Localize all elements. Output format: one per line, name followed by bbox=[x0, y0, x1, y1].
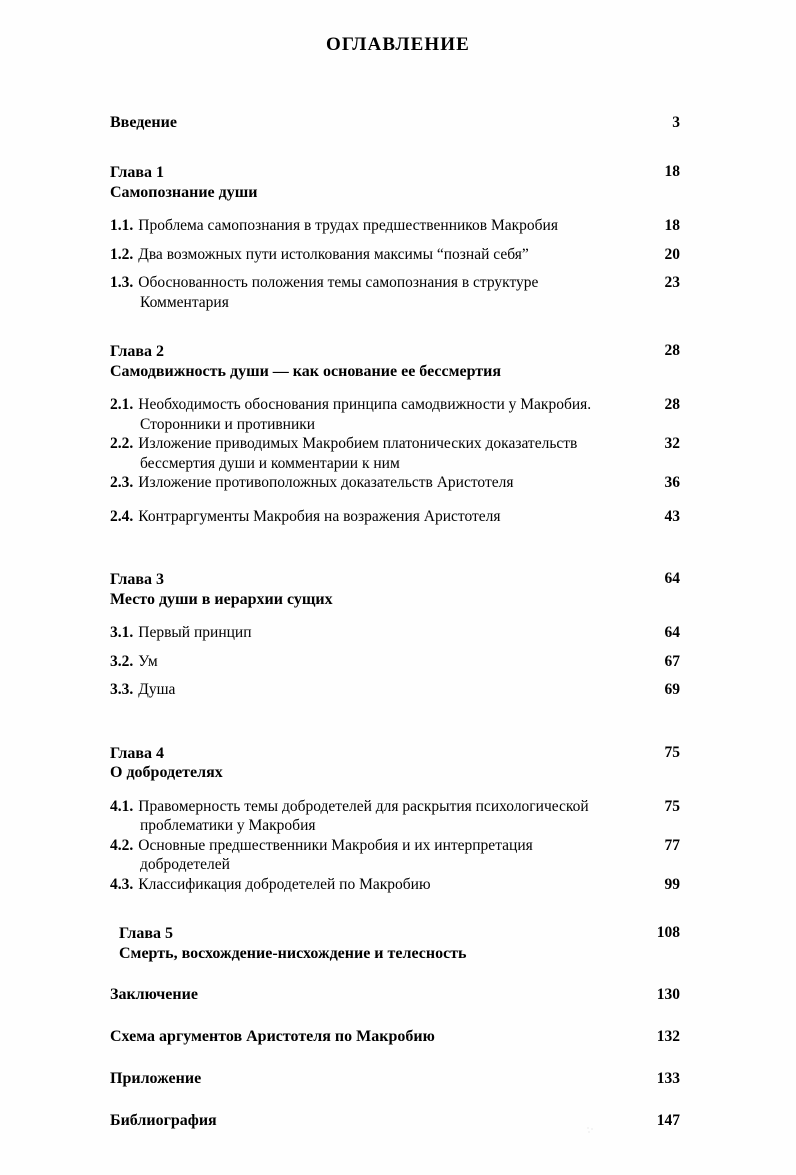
chapter-number: Глава 2 bbox=[110, 343, 164, 361]
section-number: 4.3. bbox=[110, 875, 134, 893]
toc-entry-page: 3 bbox=[672, 114, 680, 131]
chapter-page: 108 bbox=[656, 924, 680, 942]
chapter-number: Глава 1 bbox=[110, 164, 164, 181]
toc-section-3-2[interactable] bbox=[110, 652, 680, 672]
page-title: ОГЛАВЛЕНИЕ bbox=[326, 34, 470, 55]
chapter-heading[interactable] bbox=[110, 570, 680, 590]
spacer bbox=[110, 643, 680, 652]
chapter-number: Глава 4 bbox=[110, 744, 164, 762]
spacer bbox=[110, 609, 680, 623]
section-title: Ум bbox=[138, 652, 158, 670]
section-title: Душа bbox=[138, 681, 176, 699]
toc-entry-label: Библиография bbox=[110, 1112, 217, 1130]
section-title: Обоснованность положения темы самопознания в структуре Комментария bbox=[138, 274, 539, 311]
spacer bbox=[110, 700, 680, 730]
spacer bbox=[110, 1005, 680, 1027]
spacer bbox=[110, 963, 680, 985]
section-title: Изложение приводимых Макробием платонических доказательств бессмертия души и комментарии к ним bbox=[138, 435, 578, 472]
section-page: 36 bbox=[664, 474, 680, 492]
chapter-number: Глава 5 bbox=[119, 925, 173, 943]
toc-entry-page: 147 bbox=[656, 1112, 680, 1130]
spacer bbox=[110, 312, 680, 342]
spacer bbox=[110, 1089, 680, 1111]
section-page: 64 bbox=[664, 624, 680, 642]
toc-section-1-1[interactable] bbox=[110, 216, 680, 236]
toc-section-2-3[interactable] bbox=[110, 473, 680, 493]
spacer bbox=[110, 783, 680, 797]
chapter-page: 18 bbox=[664, 163, 680, 180]
section-page: 18 bbox=[664, 217, 680, 235]
section-number: 2.1. bbox=[110, 396, 134, 414]
spacer bbox=[110, 526, 680, 556]
chapter-heading[interactable] bbox=[110, 163, 680, 183]
section-number: 3.1. bbox=[110, 624, 134, 642]
toc-section-3-1[interactable] bbox=[110, 623, 680, 643]
toc-entry-label: Схема аргументов Аристотеля по Макробию bbox=[110, 1028, 435, 1046]
chapter-heading[interactable] bbox=[110, 744, 680, 764]
toc-chapter-1 bbox=[110, 163, 680, 312]
chapter-subtitle: Смерть, восхождение-нисхождение и телесность bbox=[119, 944, 467, 962]
section-number: 2.2. bbox=[110, 435, 134, 453]
toc-entry-appendix[interactable] bbox=[110, 1069, 680, 1089]
chapter-subtitle: Место души в иерархии сущих bbox=[110, 590, 333, 608]
section-title: Основные предшественники Макробия и их интерпретация добродетелей bbox=[138, 836, 533, 874]
toc-entry-page: 132 bbox=[656, 1028, 680, 1046]
chapter-heading[interactable] bbox=[119, 924, 680, 944]
toc-chapter-3 bbox=[110, 570, 680, 700]
toc-chapter-2 bbox=[110, 342, 680, 526]
spacer bbox=[110, 1047, 680, 1069]
toc-section-2-2[interactable] bbox=[110, 434, 680, 473]
section-title: Изложение противоположных доказательств Аристотеля bbox=[138, 474, 514, 492]
spacer bbox=[110, 730, 680, 744]
section-number: 3.2. bbox=[110, 652, 134, 670]
spacer bbox=[110, 381, 680, 395]
chapter-subtitle: О добродетелях bbox=[110, 764, 223, 782]
section-number: 1.3. bbox=[110, 274, 134, 292]
section-title: Правомерность темы добродетелей для раскрытия психологической проблематики у Макробия bbox=[138, 797, 589, 835]
chapter-page: 28 bbox=[664, 342, 680, 360]
chapter-page: 64 bbox=[664, 570, 680, 588]
toc-entry-label: Введение bbox=[110, 114, 177, 131]
section-number: 4.2. bbox=[110, 836, 134, 854]
toc-section-4-3[interactable] bbox=[110, 875, 680, 895]
toc-section-4-2[interactable] bbox=[110, 836, 680, 875]
spacer bbox=[110, 671, 680, 680]
toc-section-1-3[interactable] bbox=[110, 273, 680, 312]
section-page: 69 bbox=[664, 681, 680, 699]
toc-section-1-2[interactable] bbox=[110, 245, 680, 265]
section-title: Два возможных пути истолкования максимы “познай себя” bbox=[138, 245, 529, 263]
section-page: 43 bbox=[664, 507, 680, 525]
section-page: 75 bbox=[664, 797, 680, 815]
chapter-page: 75 bbox=[664, 743, 680, 761]
section-number: 4.1. bbox=[110, 797, 134, 815]
section-title: Первый принцип bbox=[138, 624, 252, 642]
toc-section-2-4[interactable] bbox=[110, 507, 680, 527]
section-page: 23 bbox=[664, 274, 680, 292]
toc-entry-scheme[interactable] bbox=[110, 1027, 680, 1047]
toc-entry-page: 130 bbox=[656, 986, 680, 1004]
section-number: 1.1. bbox=[110, 217, 134, 235]
section-title: Необходимость обоснования принципа самодвижности у Макробия. Сторонники и противники bbox=[138, 396, 592, 433]
section-page: 20 bbox=[664, 245, 680, 263]
toc-section-2-1[interactable] bbox=[110, 395, 680, 434]
toc-entry-conclusion[interactable] bbox=[110, 985, 680, 1005]
scan-artifact bbox=[586, 1126, 594, 1134]
section-number: 2.4. bbox=[110, 507, 134, 525]
section-title: Проблема самопознания в трудах предшественников Макробия bbox=[138, 217, 558, 235]
toc-entry-bibliography[interactable] bbox=[110, 1111, 680, 1131]
spacer bbox=[110, 133, 680, 163]
chapter-subtitle: Самопознание души bbox=[110, 183, 258, 201]
toc-entry-page: 133 bbox=[656, 1070, 680, 1088]
chapter-heading[interactable] bbox=[110, 342, 680, 362]
toc-section-3-3[interactable] bbox=[110, 680, 680, 700]
spacer bbox=[110, 236, 680, 245]
spacer bbox=[110, 202, 680, 216]
spacer bbox=[110, 493, 680, 507]
section-page: 99 bbox=[664, 875, 680, 893]
section-number: 1.2. bbox=[110, 245, 134, 263]
section-number: 3.3. bbox=[110, 681, 134, 699]
section-title: Классификация добродетелей по Макробию bbox=[138, 875, 431, 893]
section-number: 2.3. bbox=[110, 474, 134, 492]
spacer bbox=[110, 264, 680, 273]
spacer bbox=[110, 894, 680, 924]
table-of-contents bbox=[110, 113, 680, 1131]
section-page: 67 bbox=[664, 652, 680, 670]
chapter-subtitle: Самодвижность души — как основание ее бессмертия bbox=[110, 362, 502, 380]
toc-section-4-1[interactable] bbox=[110, 797, 680, 836]
toc-chapter-5 bbox=[110, 924, 680, 963]
chapter-number: Глава 3 bbox=[110, 571, 164, 589]
section-title: Контраргументы Макробия на возражения Аристотеля bbox=[138, 507, 501, 525]
toc-entry-introduction[interactable] bbox=[110, 113, 680, 133]
section-page: 32 bbox=[664, 435, 680, 453]
toc-entry-label: Приложение bbox=[110, 1070, 202, 1088]
spacer bbox=[110, 556, 680, 570]
toc-entry-label: Заключение bbox=[110, 986, 198, 1004]
section-page: 77 bbox=[664, 836, 680, 854]
section-page: 28 bbox=[664, 396, 680, 414]
toc-chapter-4 bbox=[110, 744, 680, 895]
